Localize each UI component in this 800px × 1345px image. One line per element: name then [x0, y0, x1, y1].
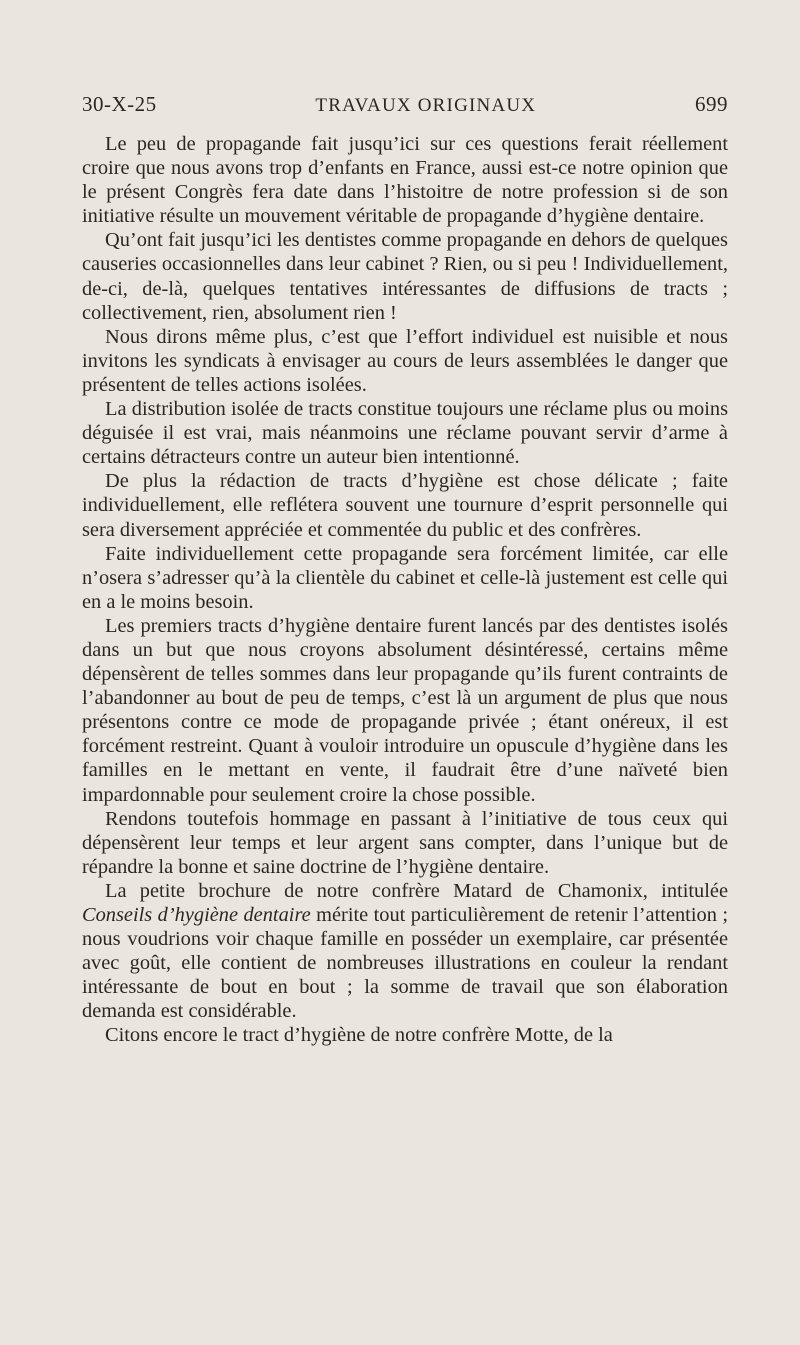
paragraph-2: Qu’ont fait jusqu’ici les dentistes comme propagande en dehors de quelques causeries occasionnelles dans leur cabinet ? Rien, ou si peu ! Individuellement, de-ci, de-là, quelques tentatives intéressantes de diffusions de tracts ; collectivement, rien, absolument rien !	[82, 229, 728, 324]
paragraph-10: Citons encore le tract d’hygiène de notre confrère Motte, de la	[105, 1024, 613, 1047]
header-date: 30-X-25	[82, 92, 157, 116]
paragraph-7: Les premiers tracts d’hygiène dentaire furent lancés par des dentistes isolés dans un but que nous croyons absolument désintéressé, certains même dépensèrent de telles sommes dans leur propagande qu’ils furent contraints de l’abandonner au bout de peu de temps, c’est là un argument de plus que nous présentons contre ce mode de propagande privée ; étant onéreux, il est forcément restreint. Quant à vouloir introduire un opuscule d’hygiène dans les familles en le mettant en vente, il faudrait être d’une naïveté bien impardonnable pour seulement croire la chose possible.	[82, 614, 728, 806]
paragraph-8: Rendons toutefois hommage en passant à l’initiative de tous ceux qui dépensèrent leur temps et leur argent sans compter, dans l’unique but de répandre la bonne et saine doctrine de l’hygiène dentaire.	[82, 807, 728, 878]
paragraph-5: De plus la rédaction de tracts d’hygiène est chose délicate ; faite individuellement, elle reflétera souvent une tournure d’esprit personnelle qui sera diversement appréciée et commentée du public et des confrères.	[82, 470, 728, 541]
paragraph-6: Faite individuellement cette propagande sera forcément limitée, car elle n’osera s’adresser qu’à la clientèle du cabinet et celle-là justement est celle qui en a le moins besoin.	[82, 542, 728, 613]
header-title: TRAVAUX ORIGINAUX	[315, 95, 537, 116]
paragraph-9-start: La petite brochure de notre confrère Matard de Chamonix, intitulée	[105, 879, 728, 902]
paragraph-1: Le peu de propagande fait jusqu’ici sur ces questions ferait réellement croire que nous avons trop d’enfants en France, aussi est-ce notre opinion que le présent Congrès fera date dans l’histoitre de notre profession si de son initiative résulte un mouvement véritable de propagande d’hygiène dentaire.	[82, 133, 728, 228]
page-number: 699	[694, 92, 728, 116]
paragraph-4: La distribution isolée de tracts constitue toujours une réclame plus ou moins déguisée il est vrai, mais néanmoins une réclame pouvant servir d’arme à certains détracteurs contre un auteur bien intentionné.	[82, 398, 728, 469]
paragraph-9-end: mérite tout particulièrement de retenir l’attention ; nous voudrions voir chaque famille en posséder un exemplaire, car présentée avec goût, elle contient de nombreuses illustrations en couleur la rendant intéressante de bout en bout ; la somme de travail que son élaboration demanda est considérable.	[82, 904, 728, 1023]
body-text	[82, 132, 728, 1048]
brochure-title: Conseils d’hygiène dentaire	[82, 904, 311, 926]
paragraph-9	[82, 879, 728, 1024]
paragraph-3: Nous dirons même plus, c’est que l’effort individuel est nuisible et nous invitons les syndicats à envisager au cours de leurs assemblées le danger que présentent de telles actions isolées.	[82, 325, 728, 396]
running-header	[82, 92, 728, 122]
